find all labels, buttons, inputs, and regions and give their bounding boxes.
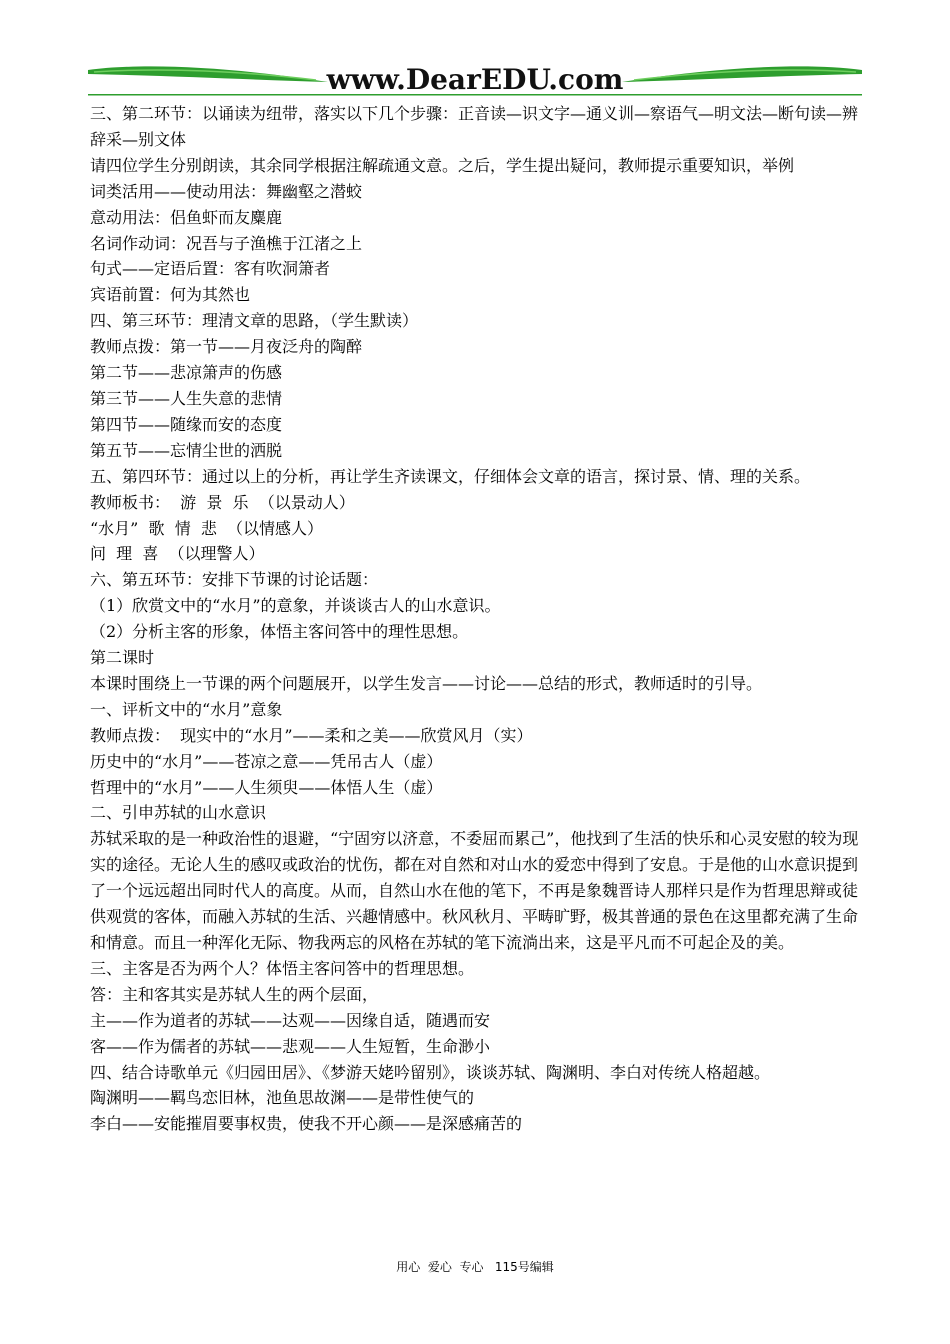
- text-line: 第四节——随缘而安的态度: [90, 414, 283, 434]
- text-line: 教师板书： 游 景 乐 （以景动人）: [90, 492, 355, 512]
- text-line: 四、结合诗歌单元《归园田居》、《梦游天姥吟留别》，谈谈苏轼、陶渊明、李白对传统人格超越。: [90, 1062, 771, 1082]
- text-line: 请四位学生分别朗读，其余同学根据注解疏通文意。之后，学生提出疑问，教师提示重要知识，举例: [90, 155, 795, 175]
- text-line: 名词作动词：况吾与子渔樵于江渚之上: [90, 233, 363, 253]
- text-line: 答：主和客其实是苏轼人生的两个层面，: [90, 984, 379, 1004]
- text-line: 六、第五环节：安排下节课的讨论话题：: [90, 570, 379, 590]
- text-line: 教师点拨： 现实中的“水月”——柔和之美——欣赏风月（实）: [90, 725, 533, 745]
- page-footer: 用心 爱心 专心 115号编辑: [396, 1260, 554, 1274]
- text-line: 苏轼采取的是一种政治性的退避，“宁固穷以济意，不委屈而累己”，他找到了生活的快乐和心灵安慰的较为现实的途径。无论人生的感叹或政治的忧伤，都在对自然和对山水的爱恋中得到了安息。于是他的山水意识提到了一个远远超出同时代人的高度。从而，自然山水在他的笔下，不再是象魏晋诗人那样只是作为哲理思辩或徒供观赏的客体，而融入苏轼的生活、兴趣情感中。秋风秋月、平畴旷野，极其普通的景色在这里都充满了生命和情意。而且一种浑化无际、物我两忘的风格在苏轼的笔下流淌出来，这是平凡而不可起企及的美。: [90, 829, 859, 952]
- text-line: 本课时围绕上一节课的两个问题展开，以学生发言——讨论——总结的形式，教师适时的引导。: [90, 673, 763, 693]
- text-line: 哲理中的“水月”——人生须臾——体悟人生（虚）: [90, 777, 443, 797]
- text-line: 历史中的“水月”——苍凉之意——凭吊古人（虚）: [90, 751, 443, 771]
- text-line: 问 理 喜 （以理警人）: [90, 544, 265, 564]
- text-line: 第五节——忘情尘世的洒脱: [90, 440, 283, 460]
- text-line: 第二课时: [90, 648, 155, 668]
- text-line: 二、引申苏轼的山水意识: [90, 803, 267, 823]
- text-line: （1）欣赏文中的“水月”的意象，并谈谈古人的山水意识。: [90, 596, 501, 616]
- text-line: （2）分析主客的形象，体悟主客问答中的理性思想。: [90, 622, 469, 642]
- text-line: 一、评析文中的“水月”意象: [90, 699, 283, 719]
- site-header-banner: [88, 58, 862, 100]
- text-line: 主——作为道者的苏轼——达观——因缘自适，随遇而安: [90, 1010, 491, 1030]
- text-line: 五、第四环节：通过以上的分析，再让学生齐读课文，仔细体会文章的语言，探讨景、情、理的关系。: [90, 466, 811, 486]
- text-line: 三、第二环节：以诵读为纽带，落实以下几个步骤：正音读—识文字—通义训—察语气—明文法—断句读—辨辞采—别文体: [90, 104, 859, 149]
- site-logo-text: www.DearEDU.com: [326, 63, 624, 96]
- text-line: 词类活用——使动用法：舞幽壑之潜蛟: [90, 181, 363, 201]
- text-line: 三、主客是否为两个人？体悟主客问答中的哲理思想。: [90, 958, 475, 978]
- text-line: 客——作为儒者的苏轼——悲观——人生短暂，生命渺小: [90, 1036, 491, 1056]
- text-line: 李白——安能摧眉要事权贵，使我不开心颜——是深感痛苦的: [90, 1114, 523, 1134]
- document-body: [90, 101, 862, 1137]
- text-line: 教师点拨：第一节——月夜泛舟的陶醉: [90, 337, 363, 357]
- text-line: 四、第三环节：理清文章的思路，（学生默读）: [90, 311, 419, 331]
- text-line: “水月” 歌 情 悲 （以情感人）: [90, 518, 324, 538]
- text-line: 第二节——悲凉箫声的伤感: [90, 363, 283, 383]
- text-line: 陶渊明——羁鸟恋旧林，池鱼思故渊——是带性使气的: [90, 1088, 475, 1108]
- text-line: 宾语前置：何为其然也: [90, 285, 251, 305]
- text-line: 第三节——人生失意的悲情: [90, 388, 283, 408]
- swoosh-logo-graphic: [88, 58, 862, 100]
- text-line: 句式——定语后置：客有吹洞箫者: [90, 259, 331, 279]
- text-line: 意动用法：侣鱼虾而友麋鹿: [90, 207, 283, 227]
